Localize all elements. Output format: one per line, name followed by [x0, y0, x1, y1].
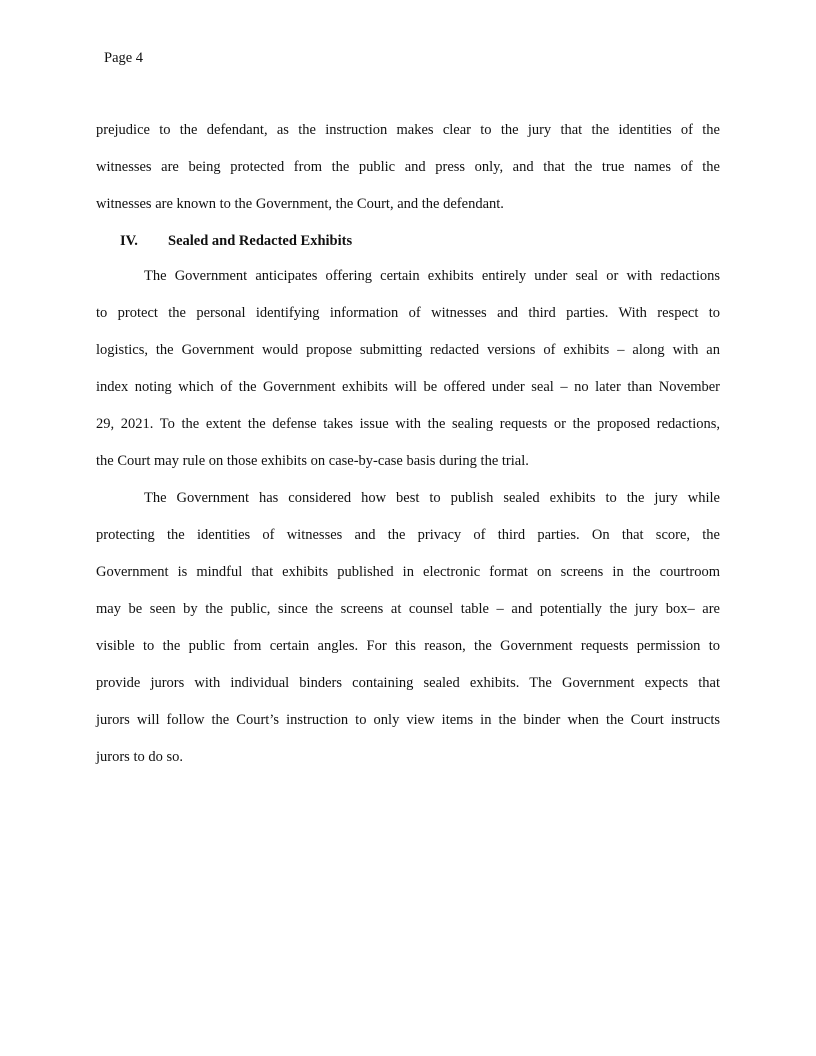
paragraph-3-line-1: The Government has considered how best to publish sealed exhibits to the jury while — [144, 490, 720, 506]
paragraph-2-line-6: the Court may rule on those exhibits on case-by-case basis during the trial. — [96, 453, 529, 469]
paragraph-3-line-3: Government is mindful that exhibits published in electronic format on screens in the courtroom — [96, 564, 720, 580]
paragraph-1-line-3: witnesses are known to the Government, the Court, and the defendant. — [96, 196, 504, 212]
section-number: IV. — [120, 233, 138, 249]
paragraph-2-line-2: to protect the personal identifying information of witnesses and third parties. With respect to — [96, 305, 720, 321]
paragraph-3-line-4: may be seen by the public, since the screens at counsel table – and potentially the jury box– are — [96, 601, 720, 617]
paragraph-3-line-2: protecting the identities of witnesses and the privacy of third parties. On that score, the — [96, 527, 720, 543]
page-number: Page 4 — [104, 50, 144, 66]
paragraph-3-line-6: provide jurors with individual binders containing sealed exhibits. The Government expects that — [96, 675, 720, 691]
paragraph-3-line-5: visible to the public from certain angles. For this reason, the Government requests permission to — [96, 638, 720, 654]
paragraph-2-line-4: index noting which of the Government exhibits will be offered under seal – no later than November — [96, 379, 720, 395]
paragraph-2-line-3: logistics, the Government would propose submitting redacted versions of exhibits – along with an — [96, 342, 720, 358]
paragraph-2-line-5: 29, 2021. To the extent the defense takes issue with the sealing requests or the proposed redactions, — [96, 416, 720, 432]
section-title: Sealed and Redacted Exhibits — [168, 233, 353, 249]
paragraph-3-line-8: jurors to do so. — [96, 749, 183, 765]
paragraph-1-line-2: witnesses are being protected from the public and press only, and that the true names of the — [96, 159, 720, 175]
paragraph-1-line-1: prejudice to the defendant, as the instruction makes clear to the jury that the identities of the — [96, 122, 720, 138]
paragraph-2-line-1: The Government anticipates offering certain exhibits entirely under seal or with redactions — [144, 268, 720, 284]
paragraph-3-line-7: jurors will follow the Court’s instruction to only view items in the binder when the Court instructs — [96, 712, 720, 728]
